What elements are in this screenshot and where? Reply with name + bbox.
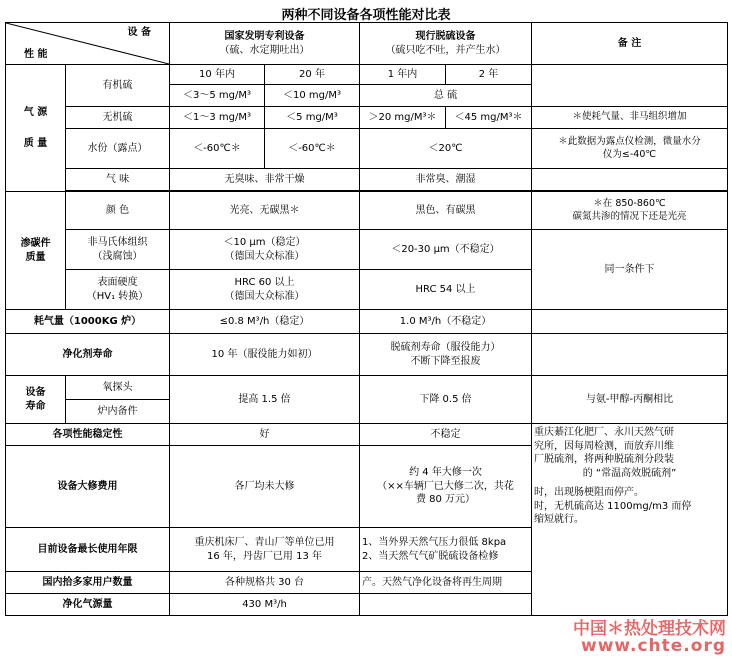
patent-organic-10y: ＜3～5 mg/M³ <box>170 85 265 107</box>
gas-consumption-note <box>532 310 728 334</box>
patent-hardness-line1: HRC 60 以上 <box>234 277 295 288</box>
carburized-quality-group <box>6 192 66 310</box>
current-1y-header: 1 年内 <box>360 65 446 85</box>
bottom-note-line: 缩短就行。 <box>534 514 584 525</box>
nonmartensite-label-line1: 非马氏体组织 <box>87 237 148 248</box>
moisture-note <box>532 129 728 169</box>
current-longest-use <box>360 528 532 572</box>
agent-life-label: 净化剂寿命 <box>6 334 170 376</box>
patent-hardness-line2: （德国大众标准） <box>224 290 305 302</box>
patent-nonmartensite-line1: ＜10 μm（稳定） <box>223 237 306 248</box>
current-equipment-life: 下降 0.5 倍 <box>360 376 532 424</box>
gas-quality-label-a: 气 源 <box>23 107 48 118</box>
color-label: 颜 色 <box>66 192 170 230</box>
patent-users: 各种规格共 30 台 <box>170 572 360 594</box>
inorganic-sulfur-label: 无机硫 <box>66 107 170 129</box>
header-performance-label: 性 能 <box>24 48 48 60</box>
patent-longest-use-line2: 16 年，丹齿厂已用 13 年 <box>207 550 322 562</box>
header-note: 备 注 <box>532 23 728 65</box>
odor-note <box>532 169 728 191</box>
bottom-note-cell <box>532 424 728 616</box>
equipment-life-group <box>6 376 66 424</box>
equipment-life-label-b: 寿命 <box>25 400 46 412</box>
patent-longest-use <box>170 528 360 572</box>
current-overhaul-line3: 费 80 万元） <box>415 494 476 506</box>
header-patent-subtitle: （硫、水定期吐出） <box>219 44 310 56</box>
watermark-url: www.chte.org <box>580 636 726 656</box>
patent-agent-life: 10 年（服役能力如初） <box>170 334 360 376</box>
odor-label: 气 味 <box>66 169 170 191</box>
current-gas-consumption: 1.0 M³/h（不稳定） <box>360 310 532 334</box>
header-patent-cell <box>170 23 360 65</box>
header-current-subtitle: （硫只吃不吐，并产生水） <box>385 44 506 56</box>
current-users: 产。天然气净化设备将再生周期 <box>360 572 532 594</box>
header-device-label: 设 备 <box>127 27 151 38</box>
current-longest-use-line1: 1、当外界天然气压力很低 8kpa <box>362 537 507 548</box>
color-note-line1: ＊在 850-860℃ <box>593 197 666 209</box>
current-longest-use-line2: 2、当天然气气矿脱硫设备检修 <box>362 550 499 562</box>
current-agent-life-line2: 不断下降至报废 <box>410 355 481 367</box>
patent-volume: 430 M³/h <box>170 594 360 616</box>
patent-10y-header: 10 年内 <box>170 65 265 85</box>
current-overhaul-line2: （××车辆厂已大修二次，共花 <box>377 480 514 492</box>
bottom-note-line: 的 “常温高效脱硫剂” <box>582 467 677 479</box>
header-diagonal-cell <box>6 23 170 65</box>
current-volume <box>360 594 532 616</box>
moisture-note-line1: ＊此数据为露点仪检测，微量水分 <box>558 135 701 147</box>
patent-odor: 无臭味、非常干燥 <box>170 169 360 191</box>
hardness-label <box>66 270 170 310</box>
current-inorganic-1y: ＞20 mg/M³＊ <box>360 107 446 129</box>
patent-nonmartensite <box>170 230 360 270</box>
current-agent-life <box>360 334 532 376</box>
color-note-line2: 碳氮共渗的情况下还是光亮 <box>572 210 687 222</box>
inorganic-note: ＊使耗气量、非马组织增加 <box>532 107 728 129</box>
current-agent-life-line1: 脱硫剂寿命（服役能力） <box>390 342 501 353</box>
table-title: 两种不同设备各项性能对比表 <box>281 8 451 23</box>
current-stability: 不稳定 <box>360 424 532 446</box>
patent-inorganic-10y: ＜1～3 mg/M³ <box>170 107 265 129</box>
moisture-note-line2: 仪为≤-40℃ <box>602 148 657 160</box>
bottom-note-line: 时，无机硫高达 1100mg/m3 而停 <box>534 500 692 512</box>
patent-nonmartensite-line2: （德国大众标准） <box>224 250 305 262</box>
current-overhaul <box>360 446 532 528</box>
bottom-note-line: 厂脱硫剂，将两种脱硫剂分段装 <box>534 454 674 465</box>
current-color: 黑色、有碳黑 <box>360 192 532 230</box>
current-2y-header: 2 年 <box>446 65 532 85</box>
equipment-life-note: 与氨-甲醇-丙酮相比 <box>532 376 728 424</box>
stability-label: 各项性能稳定性 <box>6 424 170 446</box>
oxygen-probe-label: 氧探头 <box>66 376 170 400</box>
patent-20y-header: 20 年 <box>265 65 360 85</box>
overhaul-label: 设备大修费用 <box>6 446 170 528</box>
volume-label: 净化气源量 <box>6 594 170 616</box>
patent-overhaul: 各厂均未大修 <box>170 446 360 528</box>
patent-longest-use-line1: 重庆机床厂、青山厂等单位已用 <box>194 537 335 548</box>
gas-quality-group <box>6 65 66 192</box>
gas-quality-label-b: 质 量 <box>23 138 48 149</box>
gas-consumption-label: 耗气量（1000KG 炉） <box>6 310 170 334</box>
color-note <box>532 192 728 230</box>
patent-equipment-life: 提高 1.5 倍 <box>170 376 360 424</box>
nonmartensite-label <box>66 230 170 270</box>
current-inorganic-2y: ＜45 mg/M³＊ <box>446 107 532 129</box>
carburized-label-b: 质量 <box>25 251 46 263</box>
current-organic-total: 总 硫 <box>360 85 532 107</box>
moisture-label: 水份（露点） <box>66 129 170 169</box>
patent-stability: 好 <box>170 424 360 446</box>
current-moisture: ＜20℃ <box>360 129 532 169</box>
agent-life-note <box>532 334 728 376</box>
users-label: 国内拾多家用户数量 <box>6 572 170 594</box>
current-nonmartensite: ＜20-30 μm（不稳定） <box>360 230 532 270</box>
current-odor: 非常臭、潮湿 <box>360 169 532 191</box>
patent-inorganic-20y: ＜5 mg/M³ <box>265 107 360 129</box>
organic-sulfur-label: 有机硫 <box>66 65 170 107</box>
current-overhaul-line1: 约 4 年大修一次 <box>409 467 482 479</box>
carburized-label-a: 渗碳件 <box>20 238 51 249</box>
furnace-parts-label: 炉内备件 <box>66 400 170 424</box>
comparison-table <box>5 22 728 616</box>
patent-organic-20y: ＜10 mg/M³ <box>265 85 360 107</box>
patent-gas-consumption: ≤0.8 M³/h（稳定） <box>170 310 360 334</box>
hardness-label-line1: 表面硬度 <box>97 277 138 288</box>
patent-moisture-20y: ＜-60℃＊ <box>265 129 360 169</box>
nonmartensite-label-line2: （浅腐蚀） <box>92 250 143 262</box>
header-current-title: 现行脱硫设备 <box>415 31 476 42</box>
equipment-life-label-a: 设备 <box>25 387 46 398</box>
header-patent-title: 国家发明专利设备 <box>224 31 305 42</box>
patent-color: 光亮、无碳黑＊ <box>170 192 360 230</box>
bottom-note-line: 究所，因每周检测，而放弃川维 <box>534 440 674 452</box>
header-current-cell <box>360 23 532 65</box>
current-hardness: HRC 54 以上 <box>360 270 532 310</box>
patent-hardness <box>170 270 360 310</box>
patent-moisture-10y: ＜-60℃＊ <box>170 129 265 169</box>
watermark-site-name: 中国＊热处理技术网 <box>573 619 726 639</box>
same-condition-note: 同一条件下 <box>532 230 728 310</box>
bottom-note-line: 重庆綦江化肥厂、永川天然气研 <box>534 427 674 438</box>
organic-note <box>532 65 728 107</box>
bottom-note-line: 时，出现肠梗阻而停产。 <box>534 487 644 498</box>
longest-use-label: 目前设备最长使用年限 <box>6 528 170 572</box>
hardness-label-line2: （HV₁ 转换） <box>86 290 149 302</box>
